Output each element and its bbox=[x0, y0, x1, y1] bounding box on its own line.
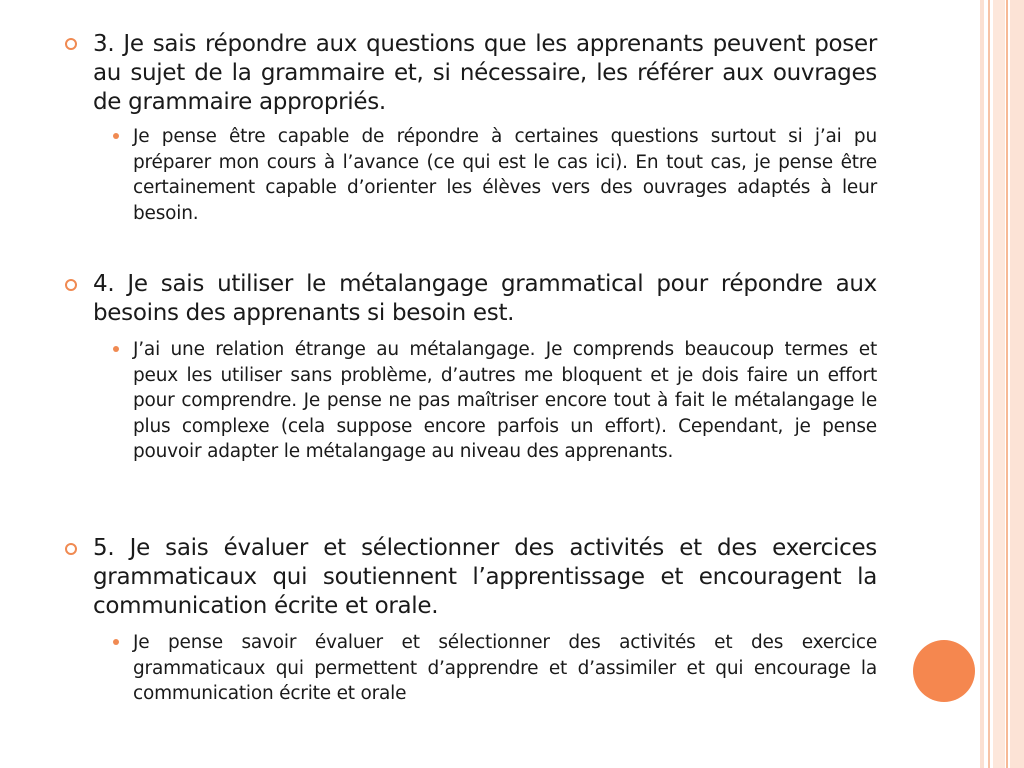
filled-bullet-icon bbox=[113, 133, 119, 139]
sub-bullet-item-4: J’ai une relation étrange au métalangage. Je comprends beaucoup termes et peux les utiliser sans problème, d’autres me bloquent et je dois faire un effort pour comprendre. Je pense ne pas maîtriser encore tout à fait le métalangage le plus complexe (cela suppose encore parfois un effort). Cependant, je pense pouvoir adapter le métalangage au niveau des apprenants. bbox=[133, 339, 877, 462]
bullet-item-3: 3. Je sais répondre aux questions que les apprenants peuvent poser au sujet de la grammaire et, si nécessaire, les référer aux ouvrages de grammaire appropriés. bbox=[93, 31, 877, 115]
hollow-bullet-icon bbox=[65, 38, 77, 50]
bullet-item-5: 5. Je sais évaluer et sélectionner des activités et des exercices grammaticaux qui soutiennent l’apprentissage et encouragent la communication écrite et orale. bbox=[93, 535, 877, 619]
hollow-bullet-icon bbox=[65, 279, 77, 291]
hollow-bullet-icon bbox=[65, 543, 77, 555]
bullet-item-4: 4. Je sais utiliser le métalangage grammatical pour répondre aux besoins des apprenants si besoin est. bbox=[93, 271, 877, 326]
sub-bullet-item-5: Je pense savoir évaluer et sélectionner des activités et des exercice grammaticaux qui permettent d’apprendre et d’assimiler et qui encourage la communication écrite et orale bbox=[133, 632, 877, 704]
filled-bullet-icon bbox=[113, 346, 119, 352]
filled-bullet-icon bbox=[113, 639, 119, 645]
sub-bullet-item-3: Je pense être capable de répondre à certaines questions surtout si j’ai pu préparer mon cours à l’avance (ce qui est le cas ici). En tout cas, je pense être certainement capable d’orienter les élèves vers des ouvrages adaptés à leur besoin. bbox=[133, 126, 877, 224]
